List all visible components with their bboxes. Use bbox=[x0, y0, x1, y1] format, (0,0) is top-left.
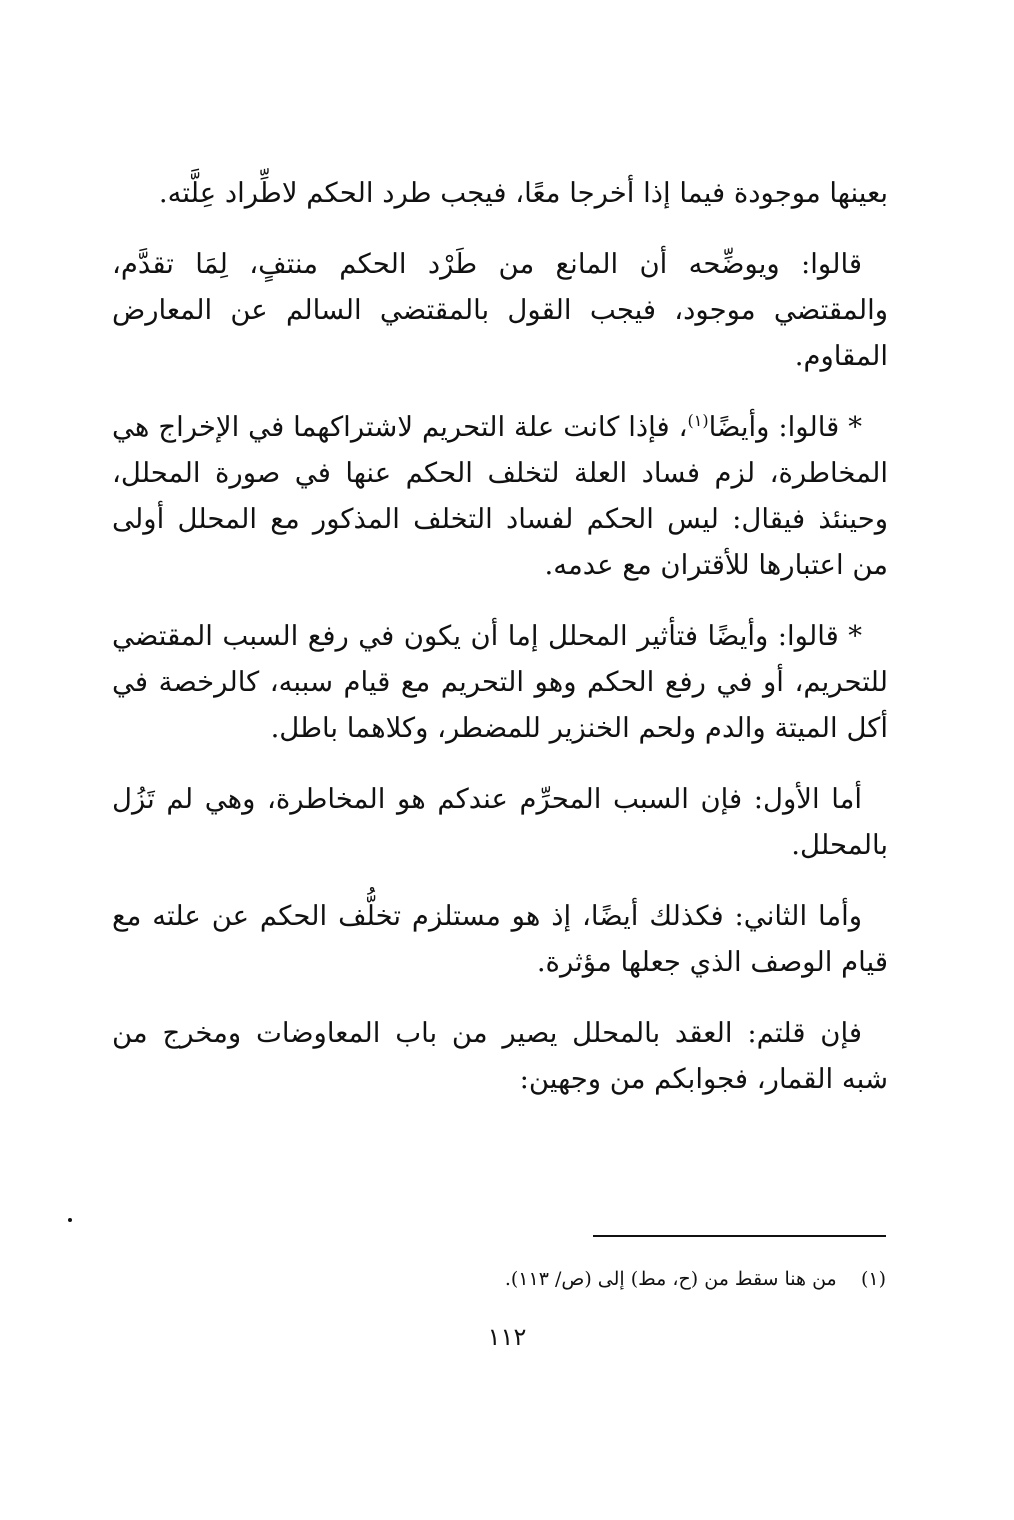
paragraph-4: * قالوا: وأيضًا فتأثير المحلل إما أن يكون في رفع السبب المقتضي للتحريم، أو في رفع الحكم وهو التحريم مع قيام سببه، كالرخصة في أكل الميتة والدم ولحم الخنزير للمضطر، وكلاهما باطل. bbox=[112, 620, 888, 744]
footnote-text: من هنا سقط من (ح، مط) إلى (ص/ ١١٣). bbox=[504, 1268, 837, 1290]
scan-speck bbox=[68, 1218, 72, 1222]
paragraph-3-rest: ، فإذا كانت علة التحريم لاشتراكهما في الإخراج هي المخاطرة، لزم فساد العلة لتخلف الحكم عنها في صورة المحلل، وحينئذ فيقال: ليس الحكم لفساد التخلف المذكور مع المحلل أولى من اعتبارها للأقتران مع عدمه. bbox=[112, 411, 888, 581]
paragraph-3-start: * قالوا: وأيضًا bbox=[708, 411, 862, 443]
page-number: ١١٢ bbox=[487, 1323, 527, 1351]
paragraph-3 bbox=[112, 404, 888, 588]
paragraph-6: وأما الثاني: فكذلك أيضًا، إذ هو مستلزم تخلُّف الحكم عن علته مع قيام الوصف الذي جعلها مؤثرة. bbox=[112, 900, 888, 978]
footnote-divider bbox=[593, 1235, 886, 1237]
paragraph-7: فإن قلتم: العقد بالمحلل يصير من باب المعاوضات ومخرج من شبه القمار، فجوابكم من وجهين: bbox=[112, 1017, 888, 1095]
paragraph-5: أما الأول: فإن السبب المحرِّم عندكم هو المخاطرة، وهي لم تَزُل بالمحلل. bbox=[112, 783, 888, 861]
paragraph-2: قالوا: ويوضِّحه أن المانع من طَرْد الحكم منتفٍ، لِمَا تقدَّم، والمقتضي موجود، فيجب القول بالمقتضي السالم عن المعارض المقاوم. bbox=[112, 248, 888, 372]
footnote-marker: (١) bbox=[860, 1268, 886, 1290]
paragraph-1: بعينها موجودة فيما إذا أخرجا معًا، فيجب طرد الحكم لاطِّراد عِلَّته. bbox=[158, 177, 888, 209]
footnote bbox=[300, 1264, 886, 1294]
footnote-reference[interactable]: (١) bbox=[687, 410, 709, 430]
main-text bbox=[112, 170, 888, 1127]
